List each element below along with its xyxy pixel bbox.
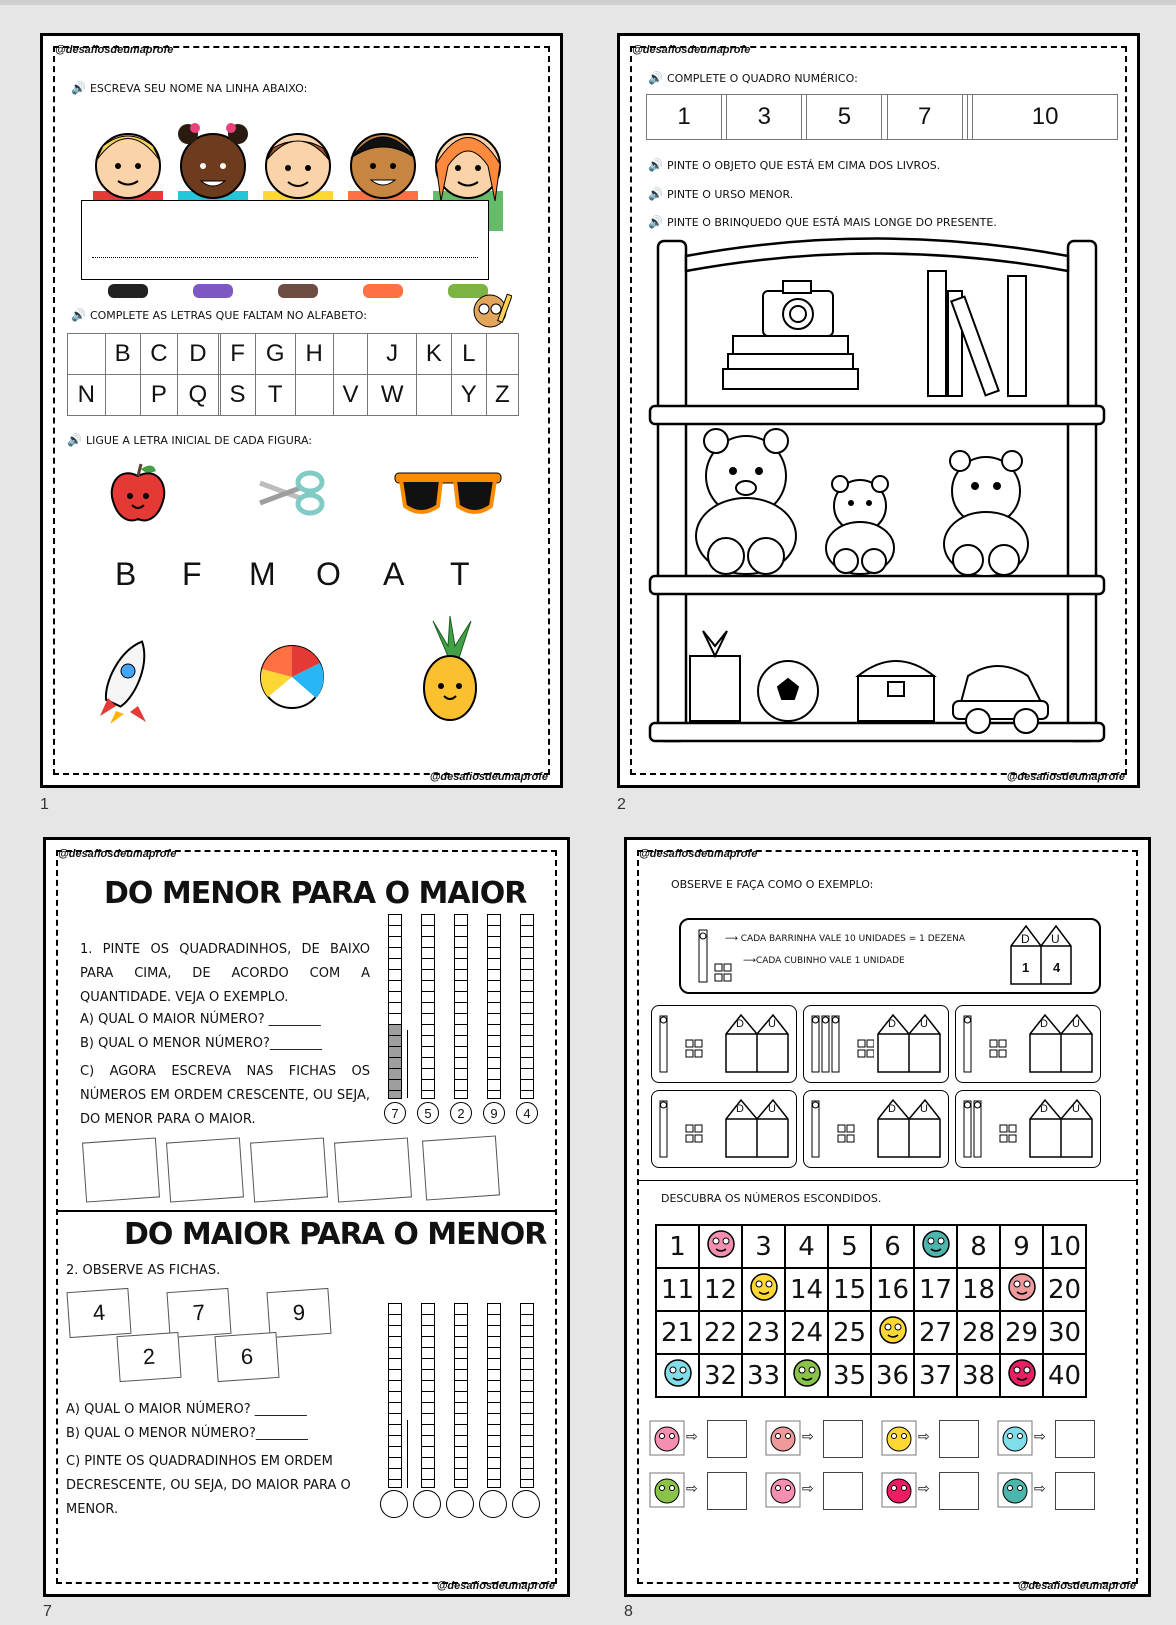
house-d-label: D — [888, 1103, 896, 1115]
divider — [56, 1210, 557, 1212]
hundred-cell: 27 — [914, 1311, 957, 1354]
answer-box[interactable] — [1055, 1420, 1095, 1458]
character-icon — [765, 1472, 801, 1508]
pile-number: 4 — [516, 1102, 538, 1124]
hidden-character-icon — [742, 1268, 785, 1311]
place-value-exercise[interactable] — [955, 1005, 1101, 1083]
viewer-top-bar — [0, 0, 1176, 5]
answer-box[interactable] — [823, 1420, 863, 1458]
hundred-row — [656, 1311, 1086, 1354]
answer-pair — [881, 1418, 993, 1460]
handle-top: @desafiosdeumaprofe — [58, 848, 177, 860]
answer-card[interactable] — [250, 1137, 328, 1202]
number-row — [647, 95, 1118, 140]
instruction-books: 🔊 PINTE O OBJETO QUE ESTÁ EM CIMA DOS LIVROS. — [648, 158, 941, 172]
example-arrow — [407, 1420, 408, 1488]
hundred-cell: 36 — [871, 1354, 914, 1397]
house-u-label: U — [1072, 1018, 1080, 1030]
page-number-1: 1 — [40, 796, 49, 813]
sunglasses-icon — [393, 468, 503, 518]
hundred-cell: 35 — [828, 1354, 871, 1397]
pile-number: 2 — [450, 1102, 472, 1124]
alphabet-cell: V — [333, 375, 368, 416]
number-card: 7 — [166, 1288, 231, 1338]
hundred-cell: 23 — [742, 1311, 785, 1354]
character-icon — [997, 1472, 1033, 1508]
question-1a: A) QUAL O MAIOR NÚMERO? ________ — [80, 1012, 321, 1027]
arrow-right-icon: ⇨ — [1034, 1480, 1046, 1496]
pineapple-icon — [413, 616, 488, 721]
hundred-cell: 15 — [828, 1268, 871, 1311]
hundred-cell: 21 — [656, 1311, 699, 1354]
unit-pile[interactable] — [487, 914, 501, 1099]
hidden-character-icon — [1000, 1268, 1043, 1311]
hundred-cell: 5 — [828, 1225, 871, 1268]
unit-pile[interactable] — [487, 1303, 501, 1488]
initial-letter[interactable]: A — [383, 556, 405, 592]
hundred-cell: 22 — [699, 1311, 742, 1354]
bear-small — [826, 476, 894, 574]
question-1: 1. PINTE OS QUADRADINHOS, DE BAIXO PARA CIMA, DE ACORDO COM A QUANTIDADE. VEJA O EXEMPLO. — [80, 942, 370, 1005]
unit-pile[interactable] — [421, 914, 435, 1099]
alphabet-blank-cell[interactable] — [295, 375, 333, 416]
bars-and-cubes-icon — [808, 1010, 874, 1078]
house-d-label: D — [736, 1018, 744, 1030]
house-d-label: D — [888, 1018, 896, 1030]
page-7[interactable] — [43, 837, 570, 1597]
alphabet-cell: Z — [486, 375, 518, 416]
alphabet-cell: N — [68, 375, 106, 416]
hundred-cell: 40 — [1043, 1354, 1086, 1397]
scissors-icon — [255, 468, 327, 518]
pile-blank-circle[interactable] — [413, 1490, 441, 1518]
shoes — [108, 284, 488, 298]
answer-card[interactable] — [422, 1135, 500, 1200]
arrow-right-icon: ⇨ — [918, 1428, 930, 1444]
answer-card[interactable] — [82, 1137, 160, 1202]
bars-and-cubes-icon — [656, 1010, 722, 1078]
pile-blank-circle[interactable] — [446, 1490, 474, 1518]
book-stack — [723, 336, 858, 389]
number-cell: 5 — [807, 95, 882, 140]
instruction-alphabet: 🔊 COMPLETE AS LETRAS QUE FALTAM NO ALFABETO: — [71, 308, 367, 322]
hundred-cell: 10 — [1043, 1225, 1086, 1268]
hundred-cell: 4 — [785, 1225, 828, 1268]
divider — [637, 1180, 1138, 1181]
handle-bottom: @desafiosdeumaprofe — [1017, 1580, 1136, 1592]
speaker-icon: 🔊 — [71, 81, 86, 95]
tens-units-house — [1028, 1097, 1094, 1159]
hidden-character-icon — [785, 1354, 828, 1397]
alphabet-cell: W — [368, 375, 417, 416]
alphabet-cell: Q — [178, 375, 218, 416]
arrow-right-icon: ⟶ — [725, 934, 741, 944]
handle-top: @desafiosdeumaprofe — [632, 44, 751, 56]
alphabet-cell: L — [451, 334, 486, 375]
gift-box-icon — [690, 631, 740, 721]
hundred-cell: 1 — [656, 1225, 699, 1268]
number-card: 2 — [116, 1332, 181, 1382]
speaker-icon: 🔊 — [648, 215, 663, 229]
title-smallest-to-largest: DO MENOR PARA O MAIOR — [104, 876, 527, 911]
hundred-cell: 25 — [828, 1311, 871, 1354]
alphabet-cell: F — [220, 334, 255, 375]
place-value-exercise[interactable] — [651, 1005, 797, 1083]
hundred-cell: 12 — [699, 1268, 742, 1311]
answer-pair — [881, 1470, 993, 1512]
alphabet-blank-cell[interactable] — [333, 334, 368, 375]
house-u-label: U — [768, 1018, 776, 1030]
hidden-character-icon — [871, 1311, 914, 1354]
arrow-right-icon: ⟶ — [743, 956, 756, 966]
hundred-cell: 37 — [914, 1354, 957, 1397]
name-write-line — [92, 257, 478, 258]
hundred-chart — [655, 1224, 1087, 1398]
hundred-cell: 29 — [1000, 1311, 1043, 1354]
question-1b: B) QUAL O MENOR NÚMERO?________ — [80, 1036, 322, 1051]
hundred-cell: 18 — [957, 1268, 1000, 1311]
soccer-ball-icon — [758, 661, 818, 721]
unit-pile[interactable] — [454, 914, 468, 1099]
unit-pile[interactable] — [520, 914, 534, 1099]
alphabet-blank-cell[interactable] — [105, 375, 140, 416]
hundred-cell: 24 — [785, 1311, 828, 1354]
pile-number: 7 — [384, 1102, 406, 1124]
bars-and-cubes-icon — [960, 1095, 1026, 1163]
alphabet-cell: H — [295, 334, 333, 375]
bars-and-cubes-icon — [808, 1095, 874, 1163]
character-icon — [881, 1420, 917, 1456]
title-largest-to-smallest: DO MAIOR PARA O MENOR — [124, 1217, 547, 1252]
place-value-exercise[interactable] — [955, 1090, 1101, 1168]
answer-box[interactable] — [939, 1420, 979, 1458]
answer-box[interactable] — [823, 1472, 863, 1510]
speaker-icon: 🔊 — [71, 308, 86, 322]
example-d-value: 1 — [1022, 960, 1030, 975]
unit-pile-shaded — [389, 1025, 401, 1098]
instruction-example: OBSERVE E FAÇA COMO O EXEMPLO: — [671, 878, 874, 891]
alphabet-grid — [67, 333, 519, 416]
hundred-cell: 6 — [871, 1225, 914, 1268]
house-u-label: U — [768, 1103, 776, 1115]
character-icon — [997, 1420, 1033, 1456]
answer-pair — [649, 1470, 761, 1512]
answer-card[interactable] — [334, 1137, 412, 1202]
question-2: 2. OBSERVE AS FICHAS. — [66, 1263, 221, 1278]
alphabet-cell: T — [255, 375, 295, 416]
page-number-2: 2 — [617, 796, 626, 813]
speaker-icon: 🔊 — [67, 433, 82, 447]
bear-big — [696, 429, 796, 574]
tens-units-house — [876, 1012, 942, 1074]
example-u-value: 4 — [1053, 960, 1061, 975]
question-2a: A) QUAL O MAIOR NÚMERO? ________ — [66, 1402, 307, 1417]
pile-number: 5 — [417, 1102, 439, 1124]
number-card: 6 — [214, 1332, 279, 1382]
bars-and-cubes-icon — [656, 1095, 722, 1163]
alphabet-cell: J — [368, 334, 417, 375]
hidden-character-icon — [656, 1354, 699, 1397]
instruction-bear: 🔊 PINTE O URSO MENOR. — [648, 187, 794, 201]
hundred-cell: 11 — [656, 1268, 699, 1311]
hidden-character-icon — [914, 1225, 957, 1268]
alphabet-cell: G — [255, 334, 295, 375]
alphabet-cell: D — [178, 334, 218, 375]
answer-box[interactable] — [939, 1472, 979, 1510]
number-card: 9 — [266, 1288, 331, 1338]
alphabet-cell: P — [140, 375, 178, 416]
legend-ten: ⟶ CADA BARRINHA VALE 10 UNIDADES = 1 DEZENA — [725, 934, 966, 944]
hundred-cell: 33 — [742, 1354, 785, 1397]
number-cell: 3 — [727, 95, 802, 140]
bars-and-cubes-icon — [960, 1010, 1026, 1078]
hundred-cell: 28 — [957, 1311, 1000, 1354]
pile-number: 9 — [483, 1102, 505, 1124]
alphabet-cell: K — [416, 334, 451, 375]
number-cell: 7 — [887, 95, 962, 140]
alphabet-cell: Y — [451, 375, 486, 416]
hundred-cell: 3 — [742, 1225, 785, 1268]
bookshelf-illustration — [648, 236, 1108, 746]
beach-ball-icon — [258, 643, 326, 711]
treasure-chest-icon — [858, 661, 934, 721]
instruction-number-grid: 🔊 COMPLETE O QUADRO NUMÉRICO: — [648, 71, 858, 85]
place-value-exercise[interactable] — [803, 1090, 949, 1168]
hundred-cell: 38 — [957, 1354, 1000, 1397]
speaker-icon: 🔊 — [648, 71, 663, 85]
example-box — [679, 918, 1101, 994]
answer-box[interactable] — [1055, 1472, 1095, 1510]
alphabet-blank-cell[interactable] — [68, 334, 106, 375]
pile-blank-circle[interactable] — [380, 1490, 408, 1518]
hundred-cell: 20 — [1043, 1268, 1086, 1311]
number-grid — [646, 94, 1118, 140]
house-u-label: U — [920, 1018, 928, 1030]
unit-pile[interactable] — [388, 1303, 402, 1488]
answer-box[interactable] — [707, 1420, 747, 1458]
hundred-cell: 14 — [785, 1268, 828, 1311]
hidden-character-icon — [699, 1225, 742, 1268]
question-1c: C) AGORA ESCREVA NAS FICHAS OS NÚMEROS EM ORDEM CRESCENTE, OU SEJA, DO MENOR PARA O MAIOR. — [80, 1064, 370, 1127]
question-2b: B) QUAL O MENOR NÚMERO?________ — [66, 1426, 308, 1441]
instruction-letters: 🔊 LIGUE A LETRA INICIAL DE CADA FIGURA: — [67, 433, 312, 447]
alphabet-row-1 — [68, 334, 519, 375]
instruction-name: 🔊 ESCREVA SEU NOME NA LINHA ABAIXO: — [71, 81, 308, 95]
page-number-7: 7 — [43, 1603, 52, 1620]
hundred-cell: 9 — [1000, 1225, 1043, 1268]
alphabet-cell: C — [140, 334, 178, 375]
hidden-character-icon — [1000, 1354, 1043, 1397]
example-house — [1009, 922, 1073, 986]
hundred-row — [656, 1354, 1086, 1397]
initial-letter[interactable]: B — [115, 556, 137, 592]
legend-unit: ⟶CADA CUBINHO VALE 1 UNIDADE — [743, 956, 905, 966]
pile-blank-circle[interactable] — [479, 1490, 507, 1518]
question-2c: C) PINTE OS QUADRADINHOS EM ORDEM DECRESCENTE, OU SEJA, DO MAIOR PARA O MENOR. — [66, 1454, 351, 1517]
character-icon — [649, 1420, 685, 1456]
initial-letter[interactable]: T — [450, 556, 470, 592]
number-cell: 10 — [973, 95, 1118, 140]
unit-pile[interactable] — [454, 1303, 468, 1488]
house-u-label: U — [920, 1103, 928, 1115]
tens-units-house — [724, 1097, 790, 1159]
hundred-cell: 30 — [1043, 1311, 1086, 1354]
page-number-8: 8 — [624, 1603, 633, 1620]
answer-box[interactable] — [707, 1472, 747, 1510]
hundred-cell: 16 — [871, 1268, 914, 1311]
page-1[interactable] — [40, 33, 563, 788]
house-d-label: D — [1021, 932, 1030, 946]
character-icon — [881, 1472, 917, 1508]
alphabet-cell: B — [105, 334, 140, 375]
arrow-right-icon: ⇨ — [802, 1428, 814, 1444]
handle-top: @desafiosdeumaprofe — [639, 848, 758, 860]
initial-letter[interactable]: O — [316, 556, 341, 592]
number-card: 4 — [66, 1288, 131, 1338]
character-icon — [649, 1472, 685, 1508]
handle-top: @desafiosdeumaprofe — [55, 44, 174, 56]
tens-units-house — [724, 1012, 790, 1074]
number-cell: 1 — [647, 95, 722, 140]
answer-pair — [765, 1470, 877, 1512]
hundred-row — [656, 1225, 1086, 1268]
place-value-exercise[interactable] — [803, 1005, 949, 1083]
bear-medium — [944, 451, 1028, 576]
house-u-label: U — [1072, 1103, 1080, 1115]
books-upright — [928, 271, 1026, 396]
answer-pair — [649, 1418, 761, 1460]
apple-icon — [108, 461, 168, 526]
pile-blank-circle[interactable] — [512, 1490, 540, 1518]
answer-pair — [997, 1470, 1109, 1512]
arrow-right-icon: ⇨ — [686, 1480, 698, 1496]
instruction-toy: 🔊 PINTE O BRINQUEDO QUE ESTÁ MAIS LONGE DO PRESENTE. — [648, 215, 997, 229]
example-arrow — [407, 1030, 408, 1098]
house-d-label: D — [1040, 1018, 1048, 1030]
page-8[interactable] — [624, 837, 1151, 1597]
answer-pair — [997, 1418, 1109, 1460]
answer-pair — [765, 1418, 877, 1460]
tens-units-house — [1028, 1012, 1094, 1074]
arrow-right-icon: ⇨ — [802, 1480, 814, 1496]
hundred-row — [656, 1268, 1086, 1311]
initial-letter[interactable]: M — [249, 556, 276, 592]
camera-icon — [763, 281, 833, 336]
rocket-icon — [98, 636, 153, 726]
speaker-icon: 🔊 — [648, 158, 663, 172]
initial-letter[interactable]: F — [182, 556, 202, 592]
page-2[interactable] — [617, 33, 1140, 788]
house-d-label: D — [1040, 1103, 1048, 1115]
handle-bottom: @desafiosdeumaprofe — [1006, 771, 1125, 783]
house-d-label: D — [736, 1103, 744, 1115]
speaker-icon: 🔊 — [648, 187, 663, 201]
alphabet-blank-cell[interactable] — [486, 334, 518, 375]
arrow-right-icon: ⇨ — [1034, 1428, 1046, 1444]
unit-pile[interactable] — [421, 1303, 435, 1488]
arrow-right-icon: ⇨ — [918, 1480, 930, 1496]
alphabet-blank-cell[interactable] — [416, 375, 451, 416]
answer-card[interactable] — [166, 1137, 244, 1202]
handle-bottom: @desafiosdeumaprofe — [436, 1580, 555, 1592]
instruction-hidden-numbers: DESCUBRA OS NÚMEROS ESCONDIDOS. — [661, 1192, 882, 1205]
house-u-label: U — [1051, 932, 1060, 946]
place-value-exercise[interactable] — [651, 1090, 797, 1168]
hundred-cell: 8 — [957, 1225, 1000, 1268]
alphabet-row-2 — [68, 375, 519, 416]
hundred-cell: 17 — [914, 1268, 957, 1311]
character-icon — [765, 1420, 801, 1456]
unit-pile[interactable] — [520, 1303, 534, 1488]
mascot-icon — [470, 289, 512, 331]
handle-bottom: @desafiosdeumaprofe — [429, 771, 548, 783]
tens-units-house — [876, 1097, 942, 1159]
arrow-right-icon: ⇨ — [686, 1428, 698, 1444]
alphabet-cell: S — [220, 375, 255, 416]
hundred-cell: 32 — [699, 1354, 742, 1397]
name-write-box[interactable] — [81, 200, 489, 280]
